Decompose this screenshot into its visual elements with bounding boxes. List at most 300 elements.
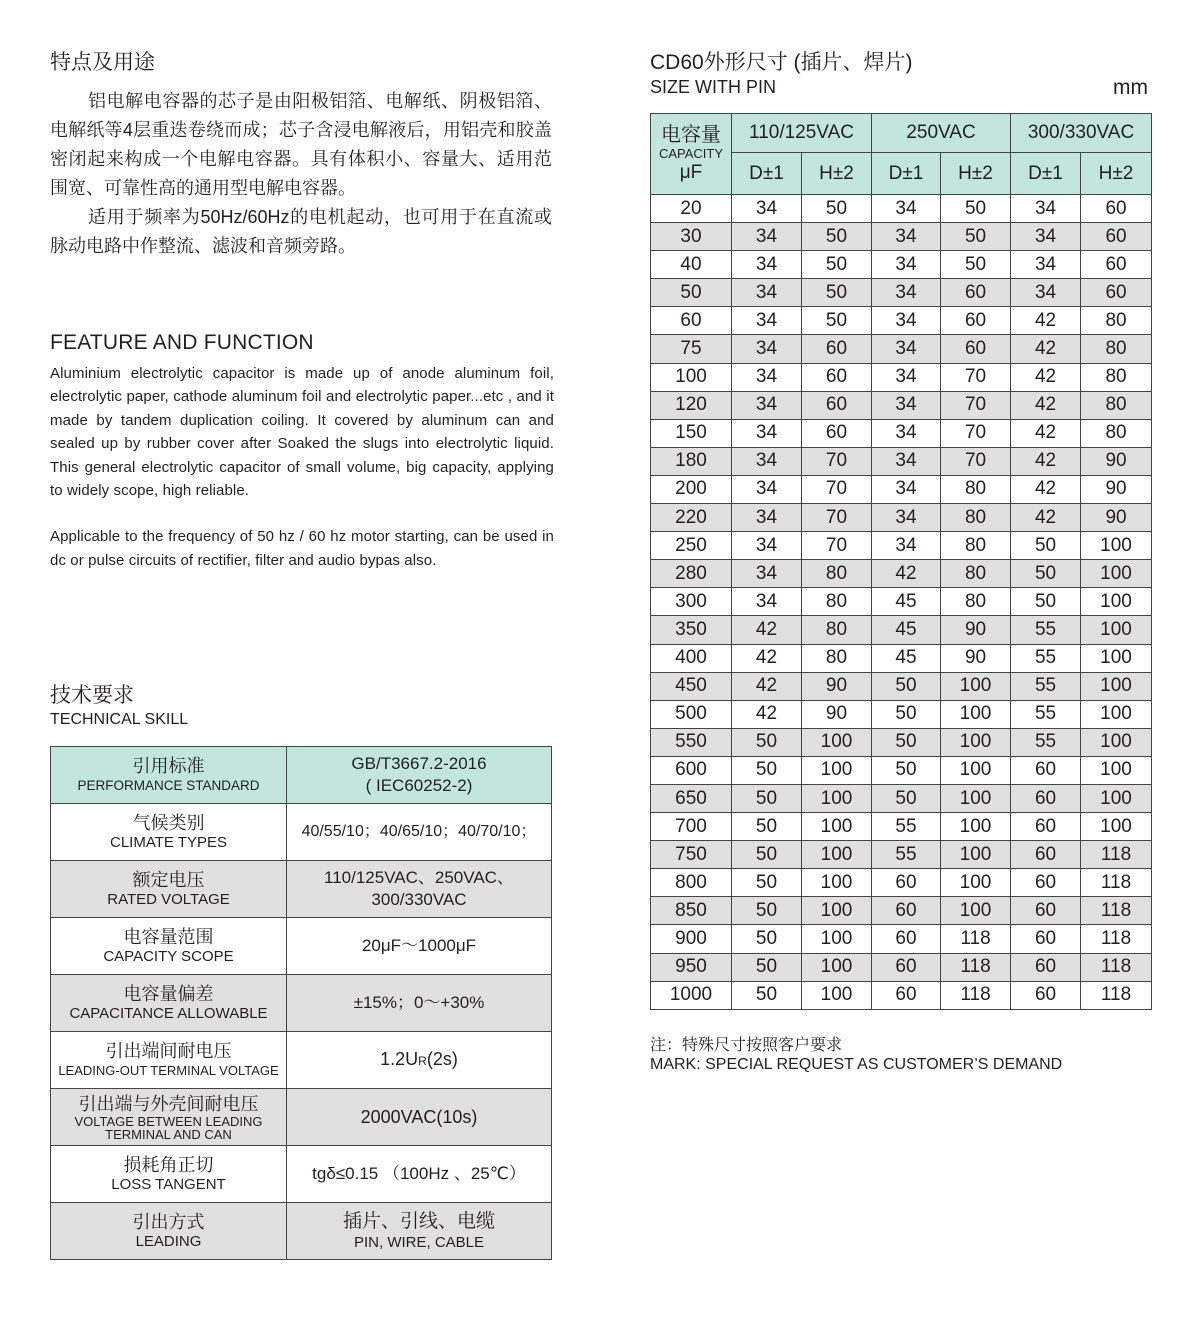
table-row <box>651 251 1152 279</box>
d2-cell: 34 <box>872 195 941 223</box>
capacity-cell: 150 <box>651 419 732 447</box>
tech-label-cn: 引出方式 <box>132 1212 205 1232</box>
tech-row-performance-standard <box>51 747 552 804</box>
capacity-cell: 75 <box>651 335 732 363</box>
h2-cell: 60 <box>941 307 1011 335</box>
tech-row-rated-voltage <box>51 861 552 918</box>
d1-cell: 34 <box>732 195 802 223</box>
capacity-cell: 280 <box>651 560 732 588</box>
tech-value <box>287 747 552 804</box>
h2-cell: 118 <box>941 981 1011 1009</box>
tech-label-cn: 电容量偏差 <box>123 984 214 1004</box>
d2-cell: 55 <box>872 841 941 869</box>
feature-paragraph-en-2: Applicable to the frequency of 50 hz / 60 hz motor starting, can be used in dc or pulse circuits of rectifier, filter and audio bypas also. <box>50 528 554 569</box>
diameter-header: D±1 <box>872 153 941 195</box>
tech-label-en: LOSS TANGENT <box>111 1176 226 1193</box>
feature-text-cn <box>50 87 552 261</box>
d1-cell: 42 <box>732 700 802 728</box>
h1-cell: 50 <box>802 251 872 279</box>
h3-cell: 80 <box>1081 391 1152 419</box>
d2-cell: 60 <box>872 925 941 953</box>
size-table <box>650 113 1152 1010</box>
h3-cell: 100 <box>1081 588 1152 616</box>
capacity-cell: 600 <box>651 756 732 784</box>
tech-label <box>51 918 287 975</box>
d2-cell: 34 <box>872 504 941 532</box>
table-row <box>651 841 1152 869</box>
capacity-header-cn: 电容量 <box>661 123 721 146</box>
d1-cell: 50 <box>732 869 802 897</box>
tech-label-en: LEADING-OUT TERMINAL VOLTAGE <box>58 1063 279 1078</box>
h3-cell: 80 <box>1081 363 1152 391</box>
h2-cell: 100 <box>941 700 1011 728</box>
capacity-cell: 220 <box>651 504 732 532</box>
capacity-header-en: CAPACITY <box>658 145 724 161</box>
h2-cell: 80 <box>941 532 1011 560</box>
tech-label-en: CLIMATE TYPES <box>110 834 227 851</box>
tech-value-line-1: 40/55/10；40/65/10；40/70/10； <box>301 823 537 840</box>
h2-cell: 118 <box>941 953 1011 981</box>
table-row <box>651 475 1152 503</box>
note-en: MARK: SPECIAL REQUEST AS CUSTOMER’S DEMAND <box>650 1056 1063 1073</box>
h3-cell: 100 <box>1081 728 1152 756</box>
h1-cell: 50 <box>802 279 872 307</box>
capacity-cell: 60 <box>651 307 732 335</box>
h2-cell: 118 <box>941 925 1011 953</box>
h3-cell: 90 <box>1081 504 1152 532</box>
d2-cell: 45 <box>872 588 941 616</box>
size-title-cn: CD60外形尺寸 (插片、焊片) <box>650 51 913 74</box>
feature-title-cn: 特点及用途 <box>50 51 155 74</box>
tech-value-line-1: 20μF～1000μF <box>361 936 477 955</box>
d3-cell: 42 <box>1011 447 1081 475</box>
d1-cell: 50 <box>732 897 802 925</box>
capacity-cell: 30 <box>651 223 732 251</box>
d2-cell: 34 <box>872 447 941 475</box>
h1-cell: 100 <box>802 841 872 869</box>
capacity-cell: 400 <box>651 644 732 672</box>
d2-cell: 55 <box>872 813 941 841</box>
h2-cell: 100 <box>941 784 1011 812</box>
d2-cell: 34 <box>872 335 941 363</box>
h1-cell: 100 <box>802 784 872 812</box>
table-row <box>651 925 1152 953</box>
d2-cell: 34 <box>872 475 941 503</box>
table-row <box>651 279 1152 307</box>
h2-cell: 90 <box>941 644 1011 672</box>
h2-cell: 50 <box>941 195 1011 223</box>
table-row <box>651 391 1152 419</box>
tech-value-line-1: 110/125VAC、250VAC、 <box>324 868 514 887</box>
h3-cell: 80 <box>1081 335 1152 363</box>
h2-cell: 100 <box>941 672 1011 700</box>
h2-cell: 50 <box>941 251 1011 279</box>
tech-label-cn: 引出端与外壳间耐电压 <box>78 1094 259 1114</box>
h1-cell: 100 <box>802 869 872 897</box>
h1-cell: 80 <box>802 616 872 644</box>
capacity-cell: 650 <box>651 784 732 812</box>
d2-cell: 34 <box>872 279 941 307</box>
tech-label-en: RATED VOLTAGE <box>107 891 230 908</box>
h1-cell: 70 <box>802 504 872 532</box>
table-row <box>651 616 1152 644</box>
d2-cell: 34 <box>872 251 941 279</box>
d1-cell: 50 <box>732 953 802 981</box>
tech-value-line-2: PIN, WIRE, CABLE <box>353 1234 485 1251</box>
tech-value <box>287 804 552 861</box>
h1-cell: 70 <box>802 532 872 560</box>
tech-row-loss-tangent <box>51 1146 552 1203</box>
h3-cell: 100 <box>1081 616 1152 644</box>
tech-label <box>51 861 287 918</box>
tech-label-en: CAPACITY SCOPE <box>103 948 234 965</box>
h2-cell: 60 <box>941 279 1011 307</box>
table-row <box>651 335 1152 363</box>
tech-value-line-1: 2000VAC(10s) <box>360 1107 478 1127</box>
tech-label-en-line-1: VOLTAGE BETWEEN LEADING <box>74 1114 263 1129</box>
d1-cell: 34 <box>732 307 802 335</box>
d1-cell: 50 <box>732 813 802 841</box>
d3-cell: 42 <box>1011 504 1081 532</box>
h1-cell: 100 <box>802 925 872 953</box>
d3-cell: 50 <box>1011 560 1081 588</box>
h2-cell: 100 <box>941 897 1011 925</box>
d2-cell: 34 <box>872 363 941 391</box>
d1-cell: 34 <box>732 251 802 279</box>
tech-value-line-1: GB/T3667.2-2016 <box>351 754 487 773</box>
diameter-header: D±1 <box>1011 153 1081 195</box>
h1-cell: 70 <box>802 447 872 475</box>
h2-cell: 90 <box>941 616 1011 644</box>
h2-cell: 80 <box>941 475 1011 503</box>
technical-title-cn: 技术要求 <box>50 684 134 707</box>
d1-cell: 50 <box>732 925 802 953</box>
h3-cell: 80 <box>1081 419 1152 447</box>
d3-cell: 42 <box>1011 335 1081 363</box>
d2-cell: 34 <box>872 307 941 335</box>
d3-cell: 60 <box>1011 925 1081 953</box>
h3-cell: 100 <box>1081 784 1152 812</box>
table-row <box>651 588 1152 616</box>
d3-cell: 60 <box>1011 784 1081 812</box>
h1-cell: 70 <box>802 475 872 503</box>
h1-cell: 100 <box>802 756 872 784</box>
h3-cell: 100 <box>1081 813 1152 841</box>
d2-cell: 50 <box>872 728 941 756</box>
tech-row-capacity-scope <box>51 918 552 975</box>
tech-label-cn: 电容量范围 <box>123 927 214 947</box>
tech-row-capacitance-allowable <box>51 975 552 1032</box>
d1-cell: 34 <box>732 223 802 251</box>
capacity-cell: 500 <box>651 700 732 728</box>
d1-cell: 34 <box>732 363 802 391</box>
tech-value-line-1 <box>287 1048 551 1072</box>
h3-cell: 100 <box>1081 756 1152 784</box>
capacity-cell: 50 <box>651 279 732 307</box>
tech-label <box>51 975 287 1032</box>
tech-value <box>287 1032 552 1089</box>
tech-value-main: 1.2U <box>380 1049 419 1069</box>
d3-cell: 42 <box>1011 391 1081 419</box>
voltage-group-header: 250VAC <box>872 114 1011 153</box>
h3-cell: 118 <box>1081 841 1152 869</box>
tech-value <box>287 918 552 975</box>
d2-cell: 50 <box>872 756 941 784</box>
h3-cell: 100 <box>1081 644 1152 672</box>
d1-cell: 42 <box>732 616 802 644</box>
d3-cell: 60 <box>1011 841 1081 869</box>
table-row <box>651 560 1152 588</box>
h1-cell: 90 <box>802 700 872 728</box>
size-unit: mm <box>1113 76 1148 99</box>
d1-cell: 42 <box>732 672 802 700</box>
table-row <box>651 644 1152 672</box>
height-header: H±2 <box>802 153 872 195</box>
h1-cell: 60 <box>802 363 872 391</box>
d2-cell: 34 <box>872 391 941 419</box>
capacity-cell: 180 <box>651 447 732 475</box>
h3-cell: 118 <box>1081 897 1152 925</box>
d2-cell: 60 <box>872 869 941 897</box>
tech-row-terminal-voltage <box>51 1032 552 1089</box>
tech-value-tail: (2s) <box>426 1049 458 1069</box>
d1-cell: 50 <box>732 728 802 756</box>
h1-cell: 60 <box>802 391 872 419</box>
tech-label-en: PERFORMANCE STANDARD <box>77 778 260 793</box>
table-row <box>651 953 1152 981</box>
capacity-cell: 450 <box>651 672 732 700</box>
size-table-body <box>651 195 1152 1010</box>
h1-cell: 90 <box>802 672 872 700</box>
d2-cell: 50 <box>872 784 941 812</box>
h3-cell: 100 <box>1081 672 1152 700</box>
h3-cell: 118 <box>1081 925 1152 953</box>
height-header: H±2 <box>941 153 1011 195</box>
h2-cell: 100 <box>941 869 1011 897</box>
tech-value-line-1: tgδ≤0.15 （100Hz 、25℃） <box>312 1164 526 1183</box>
tech-row-leading <box>51 1203 552 1260</box>
h3-cell: 118 <box>1081 953 1152 981</box>
h3-cell: 118 <box>1081 869 1152 897</box>
d3-cell: 55 <box>1011 616 1081 644</box>
d3-cell: 60 <box>1011 953 1081 981</box>
table-row <box>651 672 1152 700</box>
h1-cell: 60 <box>802 335 872 363</box>
h2-cell: 80 <box>941 588 1011 616</box>
h2-cell: 70 <box>941 363 1011 391</box>
table-row <box>651 363 1152 391</box>
d2-cell: 45 <box>872 616 941 644</box>
d1-cell: 50 <box>732 756 802 784</box>
capacity-cell: 1000 <box>651 981 732 1009</box>
feature-paragraph-en-1: Aluminium electrolytic capacitor is made up of anode aluminum foil, electrolytic paper, cathode aluminum foil and electrolytic paper...etc , and it made by tandem duplication coiling. It covered by aluminum can and sealed up by rubber cover after Soaked the slugs into electrolytic liquid. This general electrolytic capacitor of small volume, big capacity, applying to widely scope, high reliable. <box>50 365 554 500</box>
voltage-group-header: 110/125VAC <box>732 114 872 153</box>
table-row <box>651 447 1152 475</box>
capacity-cell: 850 <box>651 897 732 925</box>
tech-label <box>51 1089 287 1146</box>
tech-value-line-2: ( IEC60252-2) <box>365 776 473 795</box>
d2-cell: 60 <box>872 981 941 1009</box>
d2-cell: 34 <box>872 419 941 447</box>
h3-cell: 80 <box>1081 307 1152 335</box>
d1-cell: 34 <box>732 504 802 532</box>
technical-title-en: TECHNICAL SKILL <box>50 711 189 728</box>
capacity-cell: 100 <box>651 363 732 391</box>
d1-cell: 34 <box>732 475 802 503</box>
table-row <box>651 897 1152 925</box>
h1-cell: 100 <box>802 897 872 925</box>
tech-label <box>51 747 287 804</box>
tech-value <box>287 1089 552 1146</box>
size-title-en: SIZE WITH PIN <box>650 77 776 97</box>
d3-cell: 60 <box>1011 756 1081 784</box>
d1-cell: 34 <box>732 447 802 475</box>
tech-label-cn: 额定电压 <box>132 870 205 890</box>
table-row <box>651 419 1152 447</box>
h3-cell: 100 <box>1081 700 1152 728</box>
tech-label-cn: 损耗角正切 <box>123 1155 214 1175</box>
tech-label-en: LEADING <box>135 1233 202 1250</box>
capacity-cell: 40 <box>651 251 732 279</box>
h1-cell: 60 <box>802 419 872 447</box>
h3-cell: 60 <box>1081 223 1152 251</box>
d3-cell: 60 <box>1011 869 1081 897</box>
table-row <box>651 981 1152 1009</box>
table-row <box>651 813 1152 841</box>
h3-cell: 60 <box>1081 251 1152 279</box>
tech-value-subscript: R <box>418 1054 427 1068</box>
d3-cell: 55 <box>1011 644 1081 672</box>
table-row <box>651 700 1152 728</box>
capacity-cell: 900 <box>651 925 732 953</box>
d2-cell: 60 <box>872 897 941 925</box>
capacity-header-unit: μF <box>679 161 703 183</box>
tech-label <box>51 1146 287 1203</box>
height-header: H±2 <box>1081 153 1152 195</box>
d3-cell: 50 <box>1011 532 1081 560</box>
tech-label <box>51 1032 287 1089</box>
capacity-cell: 800 <box>651 869 732 897</box>
d3-cell: 42 <box>1011 307 1081 335</box>
tech-label <box>51 804 287 861</box>
h2-cell: 60 <box>941 335 1011 363</box>
h3-cell: 100 <box>1081 560 1152 588</box>
tech-label-cn: 引出端间耐电压 <box>105 1041 232 1061</box>
d3-cell: 34 <box>1011 223 1081 251</box>
d1-cell: 34 <box>732 419 802 447</box>
feature-title-en: FEATURE AND FUNCTION <box>50 331 314 354</box>
d3-cell: 55 <box>1011 700 1081 728</box>
d2-cell: 50 <box>872 700 941 728</box>
h2-cell: 100 <box>941 728 1011 756</box>
d1-cell: 34 <box>732 391 802 419</box>
h2-cell: 100 <box>941 841 1011 869</box>
table-row <box>651 756 1152 784</box>
tech-label-cn: 引用标准 <box>132 756 205 776</box>
tech-label-en: CAPACITANCE ALLOWABLE <box>69 1005 268 1022</box>
capacity-cell: 20 <box>651 195 732 223</box>
tech-value-line-1: 插片、引线、电缆 <box>342 1211 495 1232</box>
h1-cell: 50 <box>802 195 872 223</box>
h1-cell: 80 <box>802 560 872 588</box>
h1-cell: 100 <box>802 813 872 841</box>
capacity-cell: 250 <box>651 532 732 560</box>
table-row <box>651 195 1152 223</box>
tech-value <box>287 861 552 918</box>
h1-cell: 80 <box>802 644 872 672</box>
table-row <box>651 504 1152 532</box>
h2-cell: 70 <box>941 447 1011 475</box>
tech-value <box>287 1203 552 1260</box>
d3-cell: 34 <box>1011 251 1081 279</box>
h2-cell: 100 <box>941 756 1011 784</box>
tech-value-line-2: 300/330VAC <box>371 890 467 909</box>
h3-cell: 60 <box>1081 279 1152 307</box>
tech-label-cn: 气候类别 <box>132 813 205 833</box>
h1-cell: 100 <box>802 953 872 981</box>
feature-text-en <box>50 362 554 572</box>
h2-cell: 70 <box>941 391 1011 419</box>
capacity-cell: 350 <box>651 616 732 644</box>
table-row <box>651 869 1152 897</box>
table-row <box>651 728 1152 756</box>
d3-cell: 60 <box>1011 897 1081 925</box>
d2-cell: 50 <box>872 672 941 700</box>
table-row <box>651 307 1152 335</box>
h1-cell: 80 <box>802 588 872 616</box>
feature-paragraph-cn-2: 适用于频率为50Hz/60Hz的电机起动，也可用于在直流或脉动电路中作整流、滤波和音频旁路。 <box>50 207 552 256</box>
capacity-cell: 200 <box>651 475 732 503</box>
tech-row-voltage-terminal-can <box>51 1089 552 1146</box>
technical-table <box>50 746 552 1260</box>
capacity-header <box>651 114 732 195</box>
capacity-cell: 700 <box>651 813 732 841</box>
capacity-cell: 950 <box>651 953 732 981</box>
tech-value <box>287 1146 552 1203</box>
h1-cell: 100 <box>802 728 872 756</box>
h3-cell: 60 <box>1081 195 1152 223</box>
d1-cell: 34 <box>732 279 802 307</box>
capacity-cell: 120 <box>651 391 732 419</box>
h3-cell: 100 <box>1081 532 1152 560</box>
h2-cell: 80 <box>941 560 1011 588</box>
capacity-cell: 550 <box>651 728 732 756</box>
h1-cell: 50 <box>802 307 872 335</box>
d2-cell: 34 <box>872 532 941 560</box>
d1-cell: 50 <box>732 841 802 869</box>
h3-cell: 90 <box>1081 475 1152 503</box>
diameter-header: D±1 <box>732 153 802 195</box>
d3-cell: 42 <box>1011 475 1081 503</box>
d2-cell: 42 <box>872 560 941 588</box>
d3-cell: 42 <box>1011 363 1081 391</box>
d1-cell: 34 <box>732 560 802 588</box>
voltage-group-header: 300/330VAC <box>1011 114 1152 153</box>
d2-cell: 45 <box>872 644 941 672</box>
d2-cell: 60 <box>872 953 941 981</box>
size-header-row-1 <box>651 114 1152 153</box>
feature-paragraph-cn-1: 铝电解电容器的芯子是由阳极铝箔、电解纸、阴极铝箔、电解纸等4层重迭卷绕而成；芯子含浸电解液后，用铝壳和胶盖密闭起来构成一个电解电容器。具有体积小、容量大、适用范围宽、可靠性高的通用型电解电容器。 <box>50 91 552 198</box>
d3-cell: 42 <box>1011 419 1081 447</box>
d3-cell: 34 <box>1011 195 1081 223</box>
h2-cell: 50 <box>941 223 1011 251</box>
d3-cell: 55 <box>1011 672 1081 700</box>
tech-value <box>287 975 552 1032</box>
capacity-cell: 300 <box>651 588 732 616</box>
d1-cell: 42 <box>732 644 802 672</box>
d3-cell: 34 <box>1011 279 1081 307</box>
d1-cell: 34 <box>732 532 802 560</box>
